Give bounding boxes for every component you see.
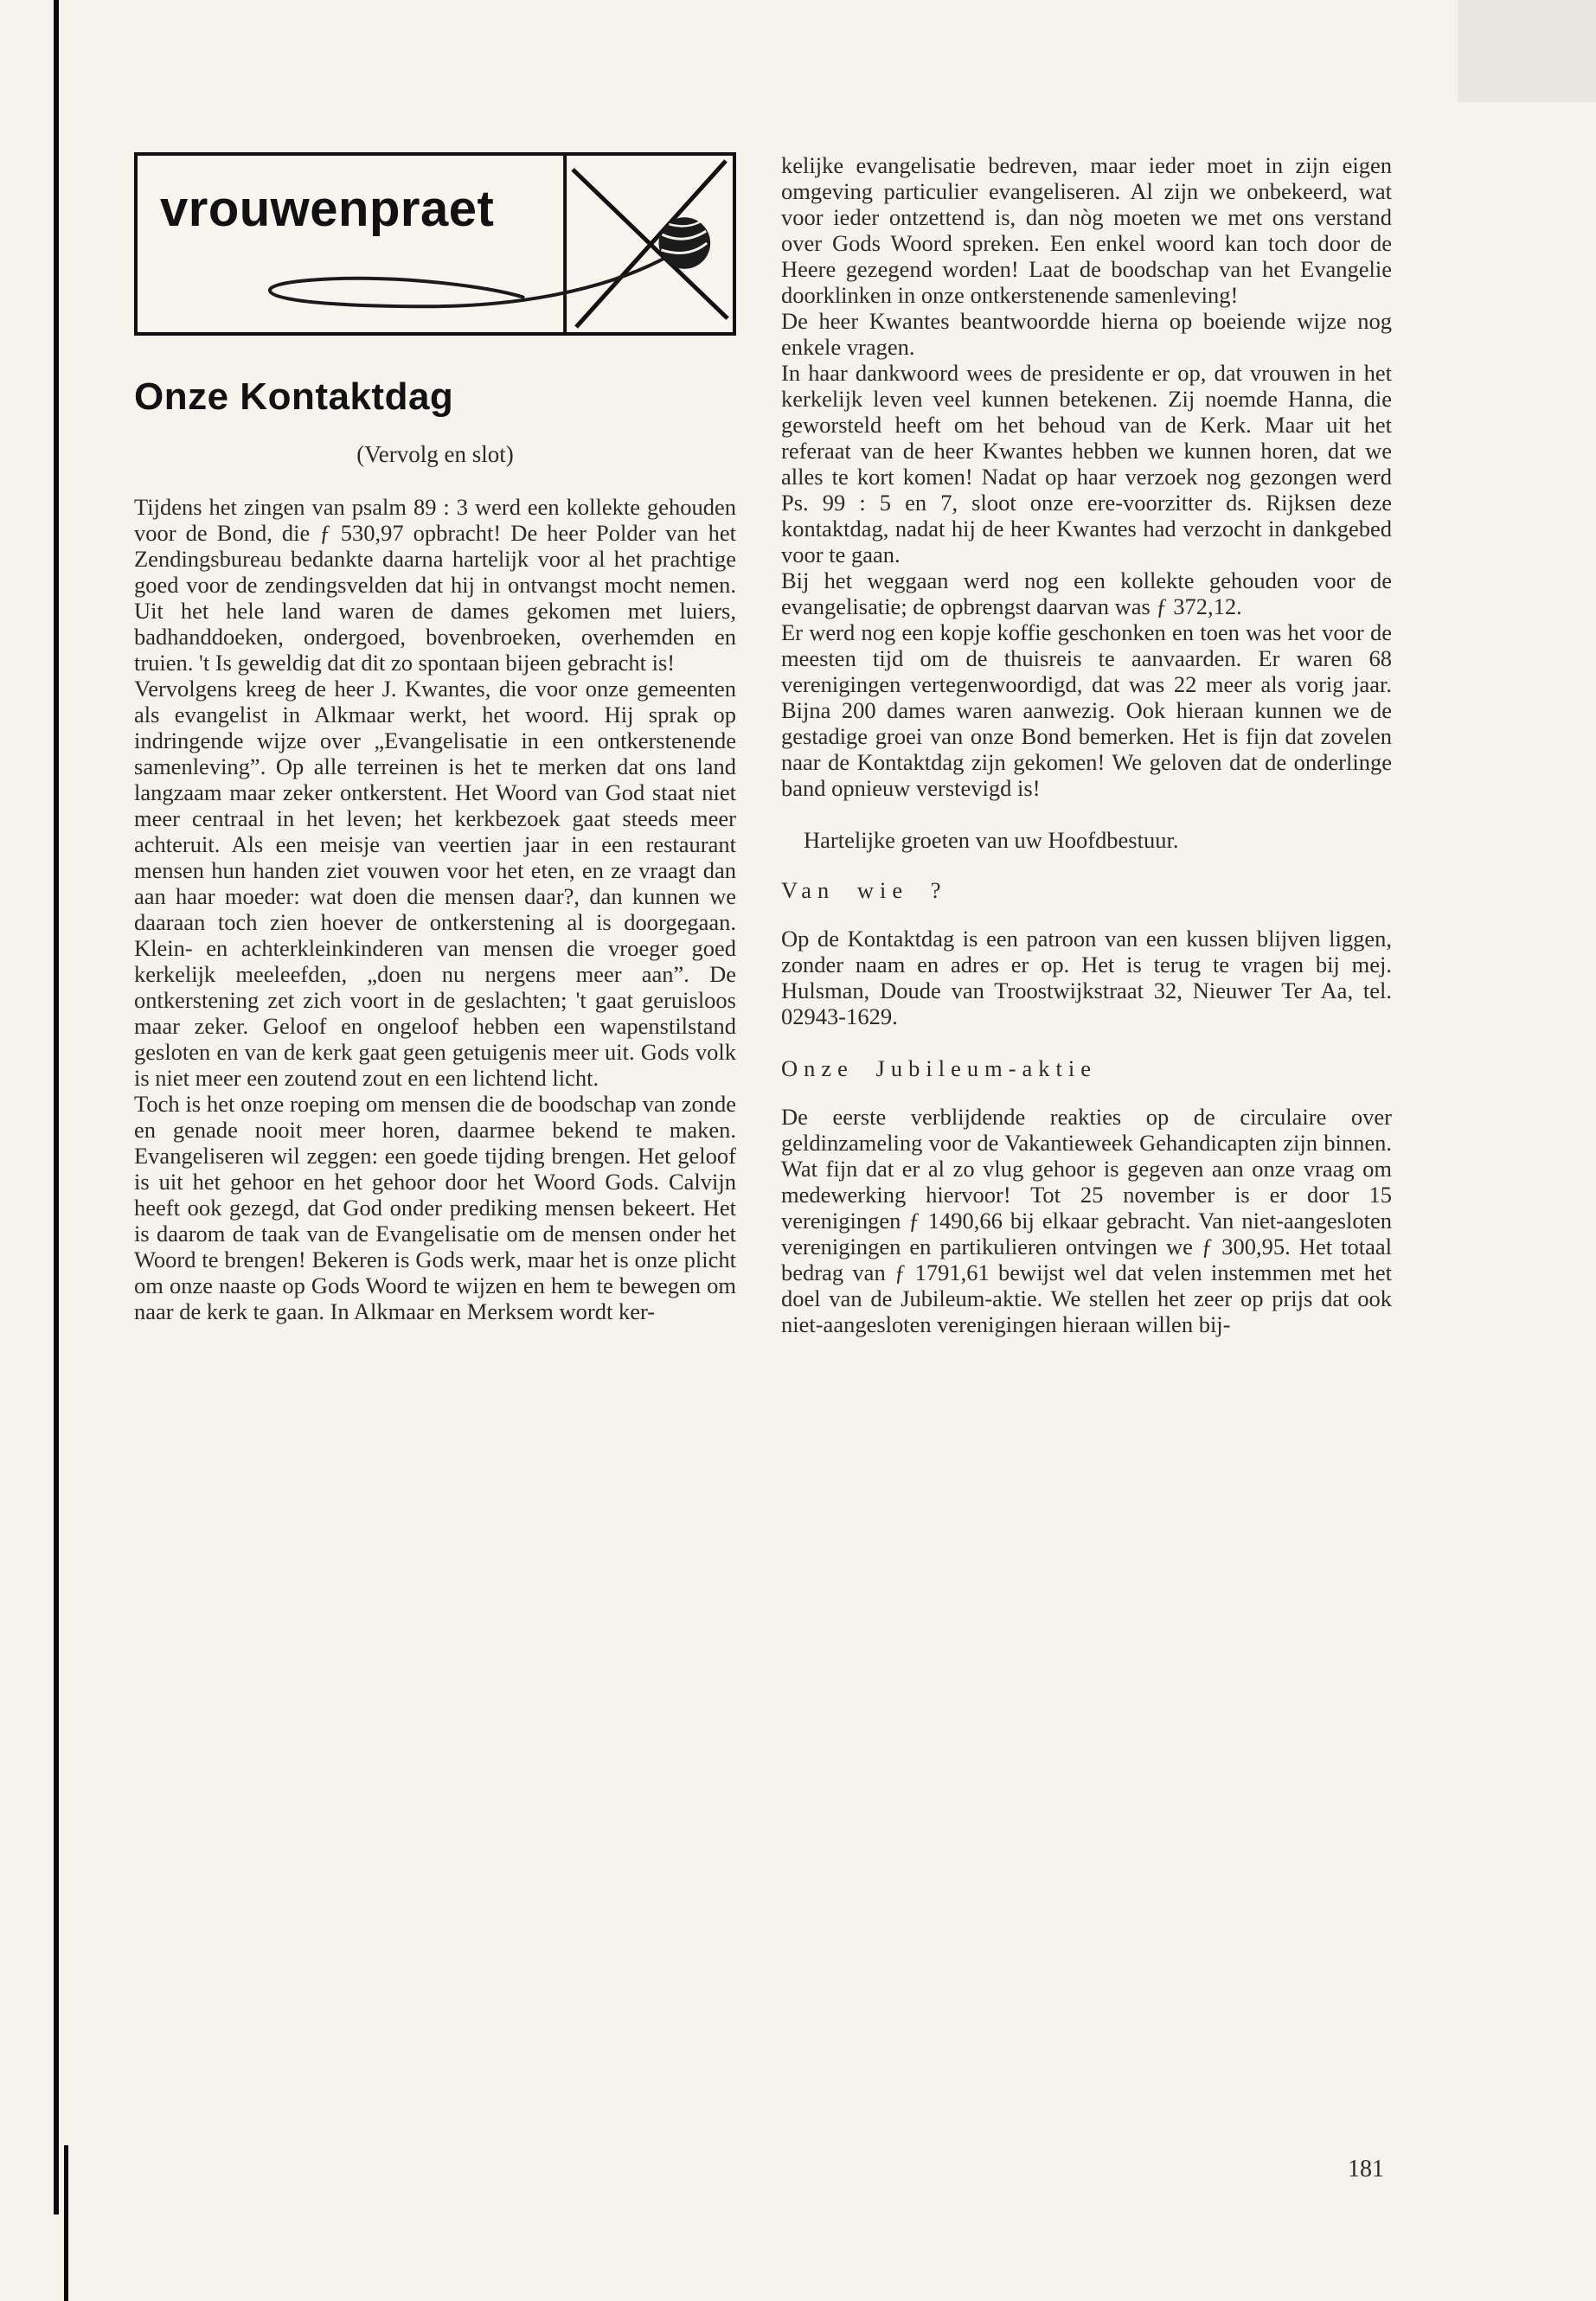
closing-line: Hartelijke groeten van uw Hoofdbestuur. (804, 827, 1179, 853)
article-paragraph: Toch is het onze roeping om mensen die de boodschap van zonde en genade nooit meer horen, daarmee bekend te maken. Evangeliseren wil zeggen: een goede tijding brengen. Het geloof is uit het gehoor en het gehoor door het Woord Gods. Calvijn heeft ook gezegd, dat God onder prediking mensen bekeert. Het is daarom de taak van de Evangelisatie om de mensen onder het Woord te brengen! Bekeren is Gods werk, maar het is onze plicht om onze naaste op Gods Woord te wijzen en hem te bewegen om naar de kerk te gaan. In Alkmaar en Merksem wordt ker- (134, 1091, 736, 1324)
article-paragraph: In haar dankwoord wees de presidente er op, dat vrouwen in het kerkelijk leven veel kunnen betekenen. Zij noemde Hanna, die geworsteld heeft om het behoud van de Kerk. Maar uit het referaat van de heer Kwantes hebben we kunnen horen, dat we alles te kort komen! Nadat op haar verzoek nog gezongen werd Ps. 99 : 5 en 7, sloot onze ere-voorzitter ds. Rijksen deze kontaktdag, nadat hij de heer Kwantes had verzocht in dankgebed voor te gaan. (781, 360, 1392, 567)
logo-box (134, 152, 736, 336)
page-number: 181 (1348, 2156, 1384, 2182)
section-jubileum-aktie (781, 1055, 1392, 1337)
article-paragraph: De eerste verblijdende reakties op de circulaire over geldinzameling voor de Vakantieweek Gehandicapten zijn binnen. Wat fijn dat er al zo vlug gehoor is gegeven aan onze vraag om medewerking hiervoor! Tot 25 november is er door 15 verenigingen ƒ 1490,66 bij elkaar gebracht. Van niet-aangesloten verenigingen en partikulieren ontvingen we ƒ 300,95. Het totaal bedrag van ƒ 1791,61 bewijst wel dat velen instemmen met het doel van de Jubileum-aktie. We stellen het zeer op prijs dat ook niet-aangesloten verenigingen hieraan willen bij- (781, 1104, 1392, 1337)
section-heading-jubileum-aktie: Onze Jubileum-aktie (781, 1055, 1098, 1081)
page-content (134, 152, 1392, 1363)
left-margin-rule-bottom (64, 2145, 68, 2301)
article-paragraph: kelijke evangelisatie bedreven, maar ieder moet in zijn eigen omgeving particulier evangeliseren. Al zijn we onbekeerd, wat voor ieder ontzettend is, dan nòg moeten we met ons verstand over Gods Woord spreken. Een enkel woord kan toch door de Heere gezegend worden! Laat de boodschap van het Evangelie doorklinken in onze ontkerstenende samenleving! (781, 152, 1392, 308)
left-column (134, 152, 736, 1324)
yarn-ball-icon (658, 217, 710, 268)
thread-swirl-icon (270, 259, 663, 306)
article-paragraph: Op de Kontaktdag is een patroon van een kussen blijven liggen, zonder naam en adres er op. Het is terug te vragen bij mej. Hulsman, Doude van Troostwijkstraat 32, Nieuwer Ter Aa, tel. 02943-1629. (781, 926, 1392, 1029)
article-paragraph: Tijdens het zingen van psalm 89 : 3 werd een kollekte gehouden voor de Bond, die ƒ 530,97 opbracht! De heer Polder van het Zendingsbureau bedankte daarna hartelijk voor al het prachtige goed voor de zendingsvelden dat hij in ontvangst mocht nemen. Uit het hele land waren de dames gekomen met luiers, badhanddoeken, ondergoed, bovenbroeken, overhemden en truien. 't Is geweldig dat dit zo spontaan bijeen gebracht is! (134, 494, 736, 676)
article-paragraph: Bij het weggaan werd nog een kollekte gehouden voor de evangelisatie; de opbrengst daarvan was ƒ 372,12. (781, 567, 1392, 619)
section-heading-van-wie: Van wie ? (781, 877, 947, 903)
scan-shadow (1458, 0, 1596, 102)
left-margin-rule (54, 0, 59, 2214)
article-paragraph: Vervolgens kreeg de heer J. Kwantes, die voor onze gemeenten als evangelist in Alkmaar werkt, het woord. Hij sprak op indringende wijze over „Evangelisatie in een ontkerstenende samenleving”. Op alle terreinen is het te merken dat ons land langzaam maar zeker ontkerstent. Het Woord van God staat niet meer centraal in het leven; het kerkbezoek gaat steeds meer achteruit. Als een meisje van veertien jaar in een restaurant mensen hun handen ziet vouwen voor het eten, en ze vraagt dan aan haar moeder: wat doen die mensen daar?, dan kunnen we daaraan toch zien hoever de ontkerstening al is doorgegaan. Klein- en achterkleinkinderen van mensen die vroeger goed kerkelijk meeleefden, „doen nu nergens meer aan”. De ontkerstening zet zich voort in de geslachten; 't gaat geruisloos maar zeker. Geloof en ongeloof hebben een wapenstilstand gesloten en van de kerk gaat geen getuigenis meer uit. Gods volk is niet meer een zoutend zout en een lichtend licht. (134, 676, 736, 1091)
section-van-wie (781, 877, 1392, 1029)
logo-title: vrouwenpraet (160, 181, 495, 237)
right-column (781, 152, 1392, 1363)
article-title: Onze Kontaktdag (134, 375, 454, 418)
article-paragraph: Er werd nog een kopje koffie geschonken en toen was het voor de meesten tijd om de thuisreis te aanvaarden. Er waren 68 verenigingen vertegenwoordigd, dat was 22 meer als vorig jaar. Bijna 200 dames waren aanwezig. Ook hieraan kunnen we de gestadige groei van onze Bond bemerken. Het is fijn dat zovelen naar de Kontaktdag zijn gekomen! We geloven dat de onderlinge band opnieuw verstevigd is! (781, 619, 1392, 801)
article-paragraph: De heer Kwantes beantwoordde hierna op boeiende wijze nog enkele vragen. (781, 308, 1392, 360)
article-subtitle: (Vervolg en slot) (356, 441, 514, 467)
